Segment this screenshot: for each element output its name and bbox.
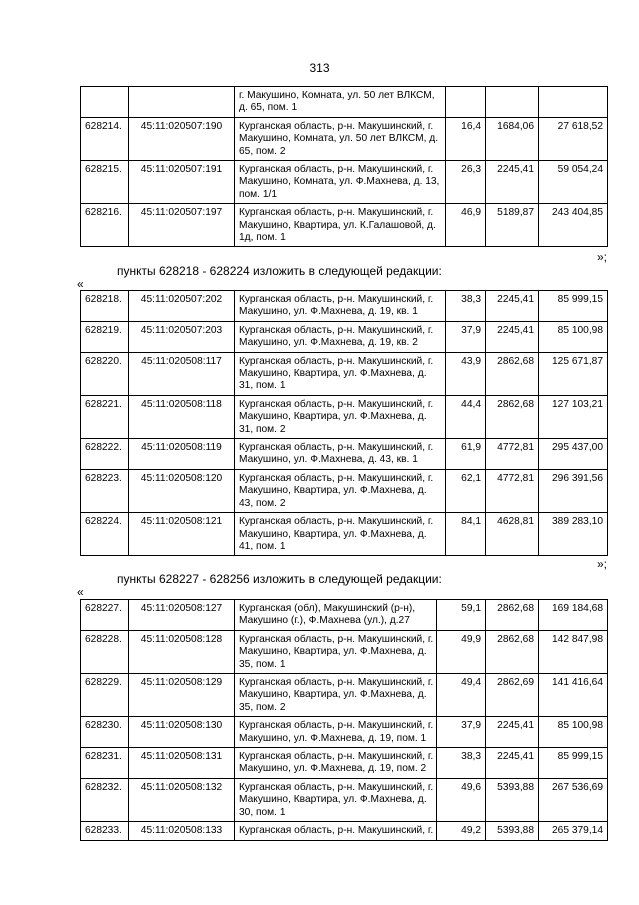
table-row: [81, 87, 608, 118]
cell-cadastral-value: [539, 87, 608, 118]
table-row: [81, 630, 608, 673]
cell-area: 26,3: [446, 161, 486, 204]
cell-unit-value: 1684,06: [486, 117, 539, 160]
table-row: [81, 822, 608, 840]
cell-address: Курганская область, р-н. Макушинский, г. Макушино, Квартира, ул. Ф.Махнева, д. 35, пом. 2: [235, 674, 437, 717]
cell-area: 62,1: [446, 469, 486, 512]
cell-address: Курганская область, р-н. Макушинский, г. Макушино, Комната, ул. 50 лет ВЛКСМ, д. 65, пом. 2: [235, 117, 446, 160]
cell-area: 44,4: [446, 395, 486, 438]
cell-cadastral-value: 389 283,10: [539, 513, 608, 556]
cell-address: Курганская область, р-н. Макушинский, г. Макушино, ул. Ф.Махнева, д. 19, пом. 2: [235, 748, 437, 779]
cell-cadastral-value: 125 671,87: [539, 352, 608, 395]
cell-id: 628231.: [81, 748, 129, 779]
cell-unit-value: 5393,88: [486, 778, 539, 821]
cell-cadastral-number: 45:11:020508:131: [129, 748, 235, 779]
cell-id: 628233.: [81, 822, 129, 840]
cell-id: 628214.: [81, 117, 129, 160]
cell-id: [81, 87, 129, 118]
cell-unit-value: 2245,41: [486, 748, 539, 779]
cell-area: 37,9: [446, 321, 486, 352]
cell-cadastral-value: 85 100,98: [539, 717, 608, 748]
cell-cadastral-number: 45:11:020507:203: [129, 321, 235, 352]
cell-id: 628227.: [81, 600, 129, 631]
cell-unit-value: 2862,68: [486, 395, 539, 438]
table-row: [81, 161, 608, 204]
cell-cadastral-value: 85 999,15: [539, 748, 608, 779]
cell-cadastral-value: 85 100,98: [539, 321, 608, 352]
cell-area: 43,9: [446, 352, 486, 395]
cell-cadastral-number: 45:11:020508:132: [129, 778, 235, 821]
cell-area: 59,1: [437, 600, 486, 631]
table-row: [81, 321, 608, 352]
table-row: [81, 748, 608, 779]
cell-address: Курганская область, р-н. Макушинский, г. Макушино, Комната, ул. Ф.Махнева, д. 13, пом. 1/1: [235, 161, 446, 204]
cell-address: Курганская область, р-н. Макушинский, г. Макушино, ул. Ф.Махнева, д. 43, кв. 1: [235, 439, 446, 470]
cell-address: Курганская область, р-н. Макушинский, г. Макушино, Квартира, ул. Ф.Махнева, д. 31, пом. 1: [235, 352, 446, 395]
cell-id: 628232.: [81, 778, 129, 821]
cell-id: 628215.: [81, 161, 129, 204]
closing-quote-mark: »;: [597, 557, 608, 571]
table-row: [81, 717, 608, 748]
table-row: [81, 352, 608, 395]
cell-area: 49,2: [437, 822, 486, 840]
cell-unit-value: 4772,81: [486, 469, 539, 512]
cell-id: 628229.: [81, 674, 129, 717]
cell-cadastral-value: 85 999,15: [539, 291, 608, 322]
cell-cadastral-number: 45:11:020507:191: [129, 161, 235, 204]
cell-cadastral-value: 142 847,98: [539, 630, 608, 673]
table-row: [81, 778, 608, 821]
cell-cadastral-value: 27 618,52: [539, 117, 608, 160]
cell-cadastral-number: [129, 87, 235, 118]
cell-unit-value: [486, 87, 539, 118]
cell-cadastral-value: 295 437,00: [539, 439, 608, 470]
table-row: [81, 674, 608, 717]
cell-address: Курганская область, р-н. Макушинский, г. Макушино, ул. Ф.Махнева, д. 19, пом. 1: [235, 717, 437, 748]
closing-quote-mark: »;: [597, 250, 608, 264]
cell-address: Курганская область, р-н. Макушинский, г.: [235, 822, 437, 840]
cell-cadastral-number: 45:11:020508:120: [129, 469, 235, 512]
cell-address: Курганская область, р-н. Макушинский, г. Макушино, Квартира, ул. Ф.Махнева, д. 41, пом. 1: [235, 513, 446, 556]
cell-area: 37,9: [437, 717, 486, 748]
cell-unit-value: 5189,87: [486, 204, 539, 247]
amendment-paragraph: пункты 628218 - 628224 изложить в следующей редакции:: [117, 264, 442, 278]
cell-address: Курганская область, р-н. Макушинский, г. Макушино, ул. Ф.Махнева, д. 19, кв. 2: [235, 321, 446, 352]
cell-unit-value: 2862,68: [486, 600, 539, 631]
opening-quote-mark: «: [77, 585, 84, 599]
property-table-2: [80, 290, 608, 556]
cell-cadastral-value: 243 404,85: [539, 204, 608, 247]
table-row: [81, 395, 608, 438]
cell-id: 628230.: [81, 717, 129, 748]
cell-address: Курганская (обл), Макушинский (р-н), Макушино (г.), Ф.Махнева (ул.), д.27: [235, 600, 437, 631]
table-row: [81, 469, 608, 512]
cell-cadastral-value: 169 184,68: [539, 600, 608, 631]
cell-cadastral-number: 45:11:020508:128: [129, 630, 235, 673]
cell-cadastral-number: 45:11:020508:117: [129, 352, 235, 395]
cell-cadastral-value: 267 536,69: [539, 778, 608, 821]
cell-area: 84,1: [446, 513, 486, 556]
cell-address: Курганская область, р-н. Макушинский, г. Макушино, ул. Ф.Махнева, д. 19, кв. 1: [235, 291, 446, 322]
table-row: [81, 513, 608, 556]
cell-address: г. Макушино, Комната, ул. 50 лет ВЛКСМ, д. 65, пом. 1: [235, 87, 446, 118]
cell-unit-value: 2862,68: [486, 630, 539, 673]
cell-cadastral-number: 45:11:020508:133: [129, 822, 235, 840]
table-row: [81, 204, 608, 247]
cell-cadastral-number: 45:11:020508:129: [129, 674, 235, 717]
cell-unit-value: 2862,69: [486, 674, 539, 717]
amendment-paragraph: пункты 628227 - 628256 изложить в следующей редакции:: [117, 572, 442, 586]
cell-address: Курганская область, р-н. Макушинский, г. Макушино, Квартира, ул. Ф.Махнева, д. 31, пом. 2: [235, 395, 446, 438]
cell-area: 46,9: [446, 204, 486, 247]
cell-cadastral-value: 265 379,14: [539, 822, 608, 840]
cell-unit-value: 4772,81: [486, 439, 539, 470]
table-row: [81, 600, 608, 631]
cell-area: 16,4: [446, 117, 486, 160]
cell-area: 49,6: [437, 778, 486, 821]
cell-unit-value: 4628,81: [486, 513, 539, 556]
cell-address: Курганская область, р-н. Макушинский, г. Макушино, Квартира, ул. К.Галашовой, д. 1д, пом. 1: [235, 204, 446, 247]
cell-unit-value: 2245,41: [486, 717, 539, 748]
cell-address: Курганская область, р-н. Макушинский, г. Макушино, Квартира, ул. Ф.Махнева, д. 30, пом. 1: [235, 778, 437, 821]
cell-cadastral-number: 45:11:020508:121: [129, 513, 235, 556]
table-row: [81, 291, 608, 322]
cell-id: 628218.: [81, 291, 129, 322]
cell-cadastral-value: 141 416,64: [539, 674, 608, 717]
property-table-1: [80, 86, 608, 247]
cell-id: 628220.: [81, 352, 129, 395]
page-number: 313: [309, 61, 330, 75]
cell-cadastral-value: 59 054,24: [539, 161, 608, 204]
cell-area: 61,9: [446, 439, 486, 470]
cell-unit-value: 2245,41: [486, 291, 539, 322]
cell-cadastral-number: 45:11:020508:118: [129, 395, 235, 438]
cell-address: Курганская область, р-н. Макушинский, г. Макушино, Квартира, ул. Ф.Махнева, д. 35, пом. 1: [235, 630, 437, 673]
cell-unit-value: 2245,41: [486, 321, 539, 352]
cell-id: 628219.: [81, 321, 129, 352]
cell-cadastral-number: 45:11:020507:190: [129, 117, 235, 160]
cell-area: [446, 87, 486, 118]
table-row: [81, 439, 608, 470]
cell-area: 38,3: [446, 291, 486, 322]
cell-id: 628228.: [81, 630, 129, 673]
cell-id: 628221.: [81, 395, 129, 438]
cell-address: Курганская область, р-н. Макушинский, г. Макушино, Квартира, ул. Ф.Махнева, д. 43, пом. 2: [235, 469, 446, 512]
cell-cadastral-number: 45:11:020507:197: [129, 204, 235, 247]
opening-quote-mark: «: [77, 277, 84, 291]
cell-unit-value: 5393,88: [486, 822, 539, 840]
cell-cadastral-number: 45:11:020508:119: [129, 439, 235, 470]
cell-cadastral-number: 45:11:020507:202: [129, 291, 235, 322]
cell-id: 628222.: [81, 439, 129, 470]
cell-id: 628224.: [81, 513, 129, 556]
cell-cadastral-value: 127 103,21: [539, 395, 608, 438]
cell-unit-value: 2245,41: [486, 161, 539, 204]
cell-cadastral-number: 45:11:020508:127: [129, 600, 235, 631]
cell-cadastral-number: 45:11:020508:130: [129, 717, 235, 748]
cell-area: 38,3: [437, 748, 486, 779]
cell-area: 49,9: [437, 630, 486, 673]
cell-cadastral-value: 296 391,56: [539, 469, 608, 512]
cell-unit-value: 2862,68: [486, 352, 539, 395]
cell-id: 628223.: [81, 469, 129, 512]
cell-area: 49,4: [437, 674, 486, 717]
table-row: [81, 117, 608, 160]
cell-id: 628216.: [81, 204, 129, 247]
property-table-3: [80, 599, 608, 841]
